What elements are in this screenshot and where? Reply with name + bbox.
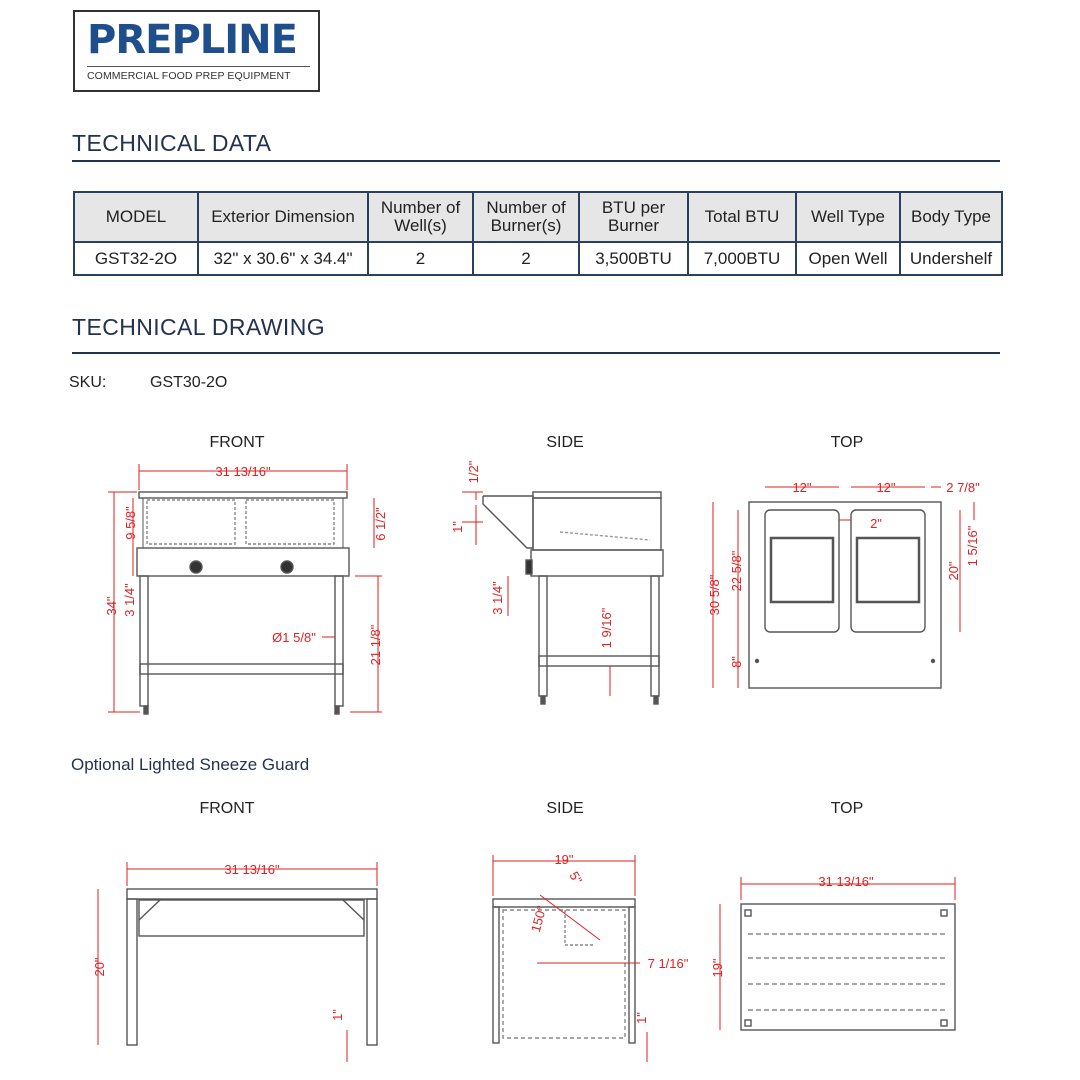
front-view-label: FRONT [209, 434, 265, 451]
top-well-area-dim: 22 5/8" [729, 550, 744, 592]
guard-top-width-dim: 31 13/16" [818, 874, 874, 889]
guard-front-height-dim: 20" [92, 957, 107, 977]
front-height-dim: 34" [104, 596, 119, 616]
sku-value: GST30-2O [150, 374, 228, 391]
guard-side-drawing [493, 899, 635, 1043]
technical-data-title: TECHNICAL DATA [72, 130, 272, 156]
top-edge-dim: 2 7/8" [946, 480, 980, 495]
header-model: MODEL [74, 192, 198, 242]
guard-side-depth-dim: 19" [554, 852, 574, 867]
guard-side-angle-top-dim: 5" [566, 868, 586, 887]
header-number-of-burners: Number of Burner(s) [473, 192, 579, 242]
technical-drawing-title: TECHNICAL DRAWING [72, 314, 325, 340]
side-view-drawing [483, 492, 663, 704]
top-well-w1-dim: 12" [792, 480, 812, 495]
guard-front-width-dim: 31 13/16" [224, 862, 280, 877]
front-leg-height-dim: 21 1/8" [368, 624, 383, 666]
front-leg-dia-dim: Ø1 5/8" [272, 630, 316, 645]
sku-label: SKU: [69, 374, 107, 391]
front-dimensions [104, 464, 388, 665]
front-well-depth-dim: 6 1/2" [373, 507, 388, 541]
cell-model: GST32-2O [74, 242, 198, 275]
header-number-of-wells: Number of Well(s) [368, 192, 473, 242]
side-dimensions [450, 460, 614, 648]
guard-top-depth-dim: 19" [710, 958, 725, 978]
front-top-depth-dim: 9 5/8" [123, 506, 138, 540]
top-gap-dim: 2" [870, 516, 882, 531]
header-btu-per-burner: BTU per Burner [579, 192, 688, 242]
side-shelf-dim: 1" [450, 521, 465, 533]
top-well-depth-dim: 20" [946, 561, 961, 581]
cell-btu-per-burner: 3,500BTU [579, 242, 688, 275]
header-total-btu: Total BTU [688, 192, 796, 242]
logo-wordmark: PREPLINE [87, 17, 297, 63]
header-well-type: Well Type [796, 192, 900, 242]
side-panel-dim: 3 1/4" [490, 581, 505, 615]
header-exterior-dimension: Exterior Dimension [198, 192, 368, 242]
dimension-lines [98, 464, 974, 1062]
cell-total-btu: 7,000BTU [688, 242, 796, 275]
guard-side-view-label: SIDE [546, 800, 584, 817]
guard-dimensions [92, 852, 874, 1024]
top-view-drawing [749, 502, 941, 688]
guard-side-bottom-dim: 1" [634, 1012, 649, 1024]
guard-top-view-label: TOP [830, 800, 864, 817]
top-total-depth-dim: 30 5/8" [707, 574, 722, 616]
guard-front-view-label: FRONT [199, 800, 255, 817]
guard-side-reach-dim: 7 1/16" [647, 956, 689, 971]
cell-body-type: Undershelf [900, 242, 1002, 275]
side-leg-dim: 1 9/16" [599, 607, 614, 649]
front-panel-dim: 3 1/4" [122, 583, 137, 617]
front-view-drawing [137, 492, 349, 714]
header-body-type: Body Type [900, 192, 1002, 242]
top-dimensions [707, 480, 980, 668]
top-view-label: TOP [830, 434, 864, 451]
top-side-margin-dim: 1 5/16" [965, 525, 980, 567]
front-width-dim: 31 13/16" [215, 464, 271, 479]
sneeze-guard-title: Optional Lighted Sneeze Guard [71, 755, 310, 774]
logo-tagline: COMMERCIAL FOOD PREP EQUIPMENT [87, 70, 291, 82]
cell-exterior-dimension: 32" x 30.6" x 34.4" [198, 242, 368, 275]
guard-side-angle-dim: 150° [527, 903, 550, 934]
top-well-w2-dim: 12" [876, 480, 896, 495]
guard-front-bottom-dim: 1" [330, 1009, 345, 1021]
guard-top-drawing [741, 904, 955, 1030]
cell-number-of-burners: 2 [473, 242, 579, 275]
side-view-label: SIDE [546, 434, 584, 451]
cell-number-of-wells: 2 [368, 242, 473, 275]
cell-well-type: Open Well [796, 242, 900, 275]
side-top-dim: 1/2" [466, 460, 481, 484]
top-front-strip-dim: 8" [729, 656, 744, 668]
